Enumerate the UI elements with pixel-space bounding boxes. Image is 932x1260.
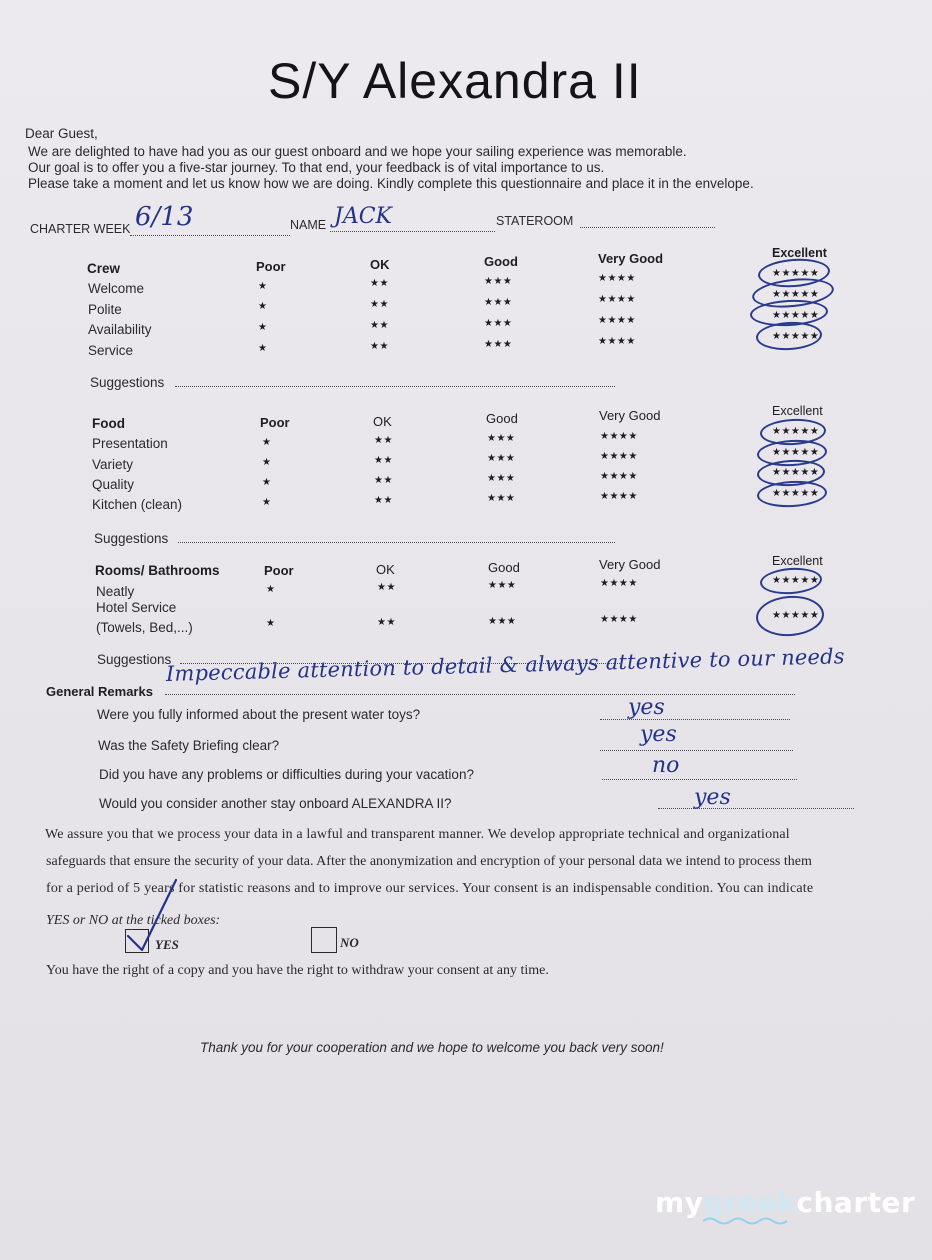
crew-item-welcome: Welcome [88,281,145,296]
crew-suggestions-label: Suggestions [90,375,165,390]
rooms-service-good-stars[interactable]: ★★★ [488,616,517,627]
crew-item-service: Service [88,343,134,358]
crew-availability-excellent-stars[interactable]: ★★★★★ [772,310,820,321]
crew-item-availability: Availability [88,322,152,337]
rooms-col-very-good: Very Good [599,557,661,572]
food-presentation-ok-stars[interactable]: ★★ [374,435,393,446]
rooms-neatly-ok-stars[interactable]: ★★ [377,582,396,593]
privacy-line-3: for a period of 5 years for statistic reasons and to improve our services. Your consent is an indispensable condition. You can indicate [46,881,814,896]
answer-another-stay[interactable]: yes [694,785,731,810]
privacy-line-4: YES or NO at the ticked boxes: [46,913,221,928]
logo-part-greek: greek [703,1186,797,1219]
question-water-toys: Were you fully informed about the present water toys? [97,707,421,722]
rooms-neatly-poor-stars[interactable]: ★ [266,584,276,595]
rooms-service-ok-stars[interactable]: ★★ [377,617,396,628]
mygreekcharter-logo [655,1186,915,1219]
food-variety-verygood-stars[interactable]: ★★★★ [600,451,638,462]
crew-availability-good-stars[interactable]: ★★★ [484,318,513,329]
consent-no-checkbox[interactable] [311,927,337,953]
consent-yes-label: YES [155,937,179,952]
food-presentation-good-stars[interactable]: ★★★ [487,433,516,444]
charter-week-label: CHARTER WEEK [30,222,131,236]
crew-welcome-verygood-stars[interactable]: ★★★★ [598,273,636,284]
food-suggestions-label: Suggestions [94,531,169,546]
crew-availability-verygood-stars[interactable]: ★★★★ [598,315,636,326]
rooms-col-ok: OK [376,562,395,577]
rooms-col-good: Good [488,560,520,575]
rooms-neatly-excellent-stars[interactable]: ★★★★★ [772,575,820,586]
food-presentation-poor-stars[interactable]: ★ [262,437,272,448]
rooms-service-poor-stars[interactable]: ★ [266,618,276,629]
rooms-section-title: Rooms/ Bathrooms [95,563,220,578]
rooms-col-excellent: Excellent [772,554,823,568]
rooms-item-hotel-service: Hotel Service [96,600,177,615]
general-remarks-label: General Remarks [46,684,153,699]
rooms-neatly-verygood-stars[interactable]: ★★★★ [600,578,638,589]
answer-line-another-stay [658,808,854,809]
food-quality-verygood-stars[interactable]: ★★★★ [600,471,638,482]
answer-safety-briefing[interactable]: yes [640,722,677,747]
food-item-presentation: Presentation [92,436,168,451]
food-kitchen-good-stars[interactable]: ★★★ [487,493,516,504]
stateroom-line[interactable] [580,227,715,228]
rooms-item-towels-bed: (Towels, Bed,...) [96,620,193,635]
crew-polite-verygood-stars[interactable]: ★★★★ [598,294,636,305]
crew-service-good-stars[interactable]: ★★★ [484,339,513,350]
crew-welcome-good-stars[interactable]: ★★★ [484,276,513,287]
logo-part-charter: charter [796,1186,916,1219]
answer-water-toys[interactable]: yes [628,695,665,720]
food-quality-good-stars[interactable]: ★★★ [487,473,516,484]
crew-col-very-good: Very Good [598,251,664,266]
question-safety-briefing: Was the Safety Briefing clear? [98,738,280,753]
food-kitchen-poor-stars[interactable]: ★ [262,497,272,508]
name-value[interactable]: JACK [334,204,392,229]
question-problems: Did you have any problems or difficulties during your vacation? [99,767,474,782]
food-quality-ok-stars[interactable]: ★★ [374,475,393,486]
charter-week-value[interactable]: 6/13 [135,202,194,232]
privacy-line-1: We assure you that we process your data in a lawful and transparent manner. We develop appropriate technical and organizational [45,827,790,842]
rooms-service-excellent-stars[interactable]: ★★★★★ [772,610,820,621]
intro-line-1: We are delighted to have had you as our guest onboard and we hope your sailing experience was memorable. [28,144,687,159]
food-variety-good-stars[interactable]: ★★★ [487,453,516,464]
crew-service-excellent-circle [755,320,822,351]
food-presentation-verygood-stars[interactable]: ★★★★ [600,431,638,442]
rooms-suggestions-label: Suggestions [97,652,172,667]
food-col-poor: Poor [260,415,290,430]
rooms-service-verygood-stars[interactable]: ★★★★ [600,614,638,625]
rooms-col-poor: Poor [264,563,294,578]
rooms-neatly-good-stars[interactable]: ★★★ [488,580,517,591]
food-quality-poor-stars[interactable]: ★ [262,477,272,488]
crew-availability-ok-stars[interactable]: ★★ [370,320,389,331]
crew-polite-excellent-stars[interactable]: ★★★★★ [772,289,820,300]
crew-suggestions-line[interactable] [175,386,615,387]
crew-item-polite: Polite [88,302,122,317]
food-suggestions-line[interactable] [178,542,615,543]
crew-welcome-ok-stars[interactable]: ★★ [370,278,389,289]
intro-line-3: Please take a moment and let us know how we are doing. Kindly complete this questionnaire and place it in the envelope. [28,176,754,191]
rooms-item-neatly: Neatly [96,584,135,599]
general-remarks-value[interactable]: Impeccable attention to detail & always attentive to our needs [165,644,846,686]
logo-wave-icon [703,1216,793,1226]
food-variety-poor-stars[interactable]: ★ [262,457,272,468]
crew-service-verygood-stars[interactable]: ★★★★ [598,336,636,347]
crew-polite-good-stars[interactable]: ★★★ [484,297,513,308]
logo-part-my: my [655,1186,704,1219]
stateroom-label: STATEROOM [496,214,574,228]
greeting: Dear Guest, [25,126,98,141]
crew-col-excellent: Excellent [772,246,827,260]
food-item-kitchen: Kitchen (clean) [92,497,183,512]
food-col-good: Good [486,411,518,426]
food-item-variety: Variety [92,457,134,472]
answer-line-problems [602,779,797,780]
crew-section-title: Crew [87,261,121,276]
crew-availability-poor-stars[interactable]: ★ [258,322,268,333]
food-quality-excellent-stars[interactable]: ★★★★★ [772,467,820,478]
food-kitchen-ok-stars[interactable]: ★★ [374,495,393,506]
crew-col-poor: Poor [256,259,286,274]
crew-col-ok: OK [370,257,390,272]
crew-service-ok-stars[interactable]: ★★ [370,341,389,352]
crew-polite-poor-stars[interactable]: ★ [258,301,268,312]
crew-polite-ok-stars[interactable]: ★★ [370,299,389,310]
consent-no-label: NO [340,935,359,950]
intro-line-2: Our goal is to offer you a five-star journey. To that end, your feedback is of vital importance to us. [28,160,605,175]
crew-welcome-excellent-stars[interactable]: ★★★★★ [772,268,820,279]
food-col-excellent: Excellent [772,404,823,418]
food-col-very-good: Very Good [599,408,661,423]
food-kitchen-excellent-stars[interactable]: ★★★★★ [772,488,820,499]
charter-week-line [130,235,290,236]
food-section-title: Food [92,416,125,431]
food-col-ok: OK [373,414,392,429]
name-line [330,231,495,232]
answer-line-safety-briefing [600,750,793,751]
general-remarks-line [165,694,795,695]
name-label: NAME [290,218,327,232]
form-title: S/Y Alexandra II [268,53,642,109]
food-kitchen-verygood-stars[interactable]: ★★★★ [600,491,638,502]
answer-problems[interactable]: no [652,753,680,778]
food-item-quality: Quality [92,477,135,492]
crew-welcome-poor-stars[interactable]: ★ [258,281,268,292]
closing-message: Thank you for your cooperation and we hope to welcome you back very soon! [200,1040,664,1055]
food-variety-ok-stars[interactable]: ★★ [374,455,393,466]
crew-service-poor-stars[interactable]: ★ [258,343,268,354]
privacy-line-2: safeguards that ensure the security of your data. After the anonymization and encryption of your personal data we intend to process them [46,854,812,869]
privacy-rights: You have the right of a copy and you have the right to withdraw your consent at any time. [46,963,549,978]
crew-service-excellent-stars[interactable]: ★★★★★ [772,331,820,342]
crew-col-good: Good [484,254,518,269]
rooms-neatly-excellent-circle [759,566,823,596]
food-presentation-excellent-stars[interactable]: ★★★★★ [772,426,820,437]
question-another-stay: Would you consider another stay onboard ALEXANDRA II? [99,796,452,811]
rooms-service-excellent-circle [755,594,826,639]
food-variety-excellent-stars[interactable]: ★★★★★ [772,447,820,458]
